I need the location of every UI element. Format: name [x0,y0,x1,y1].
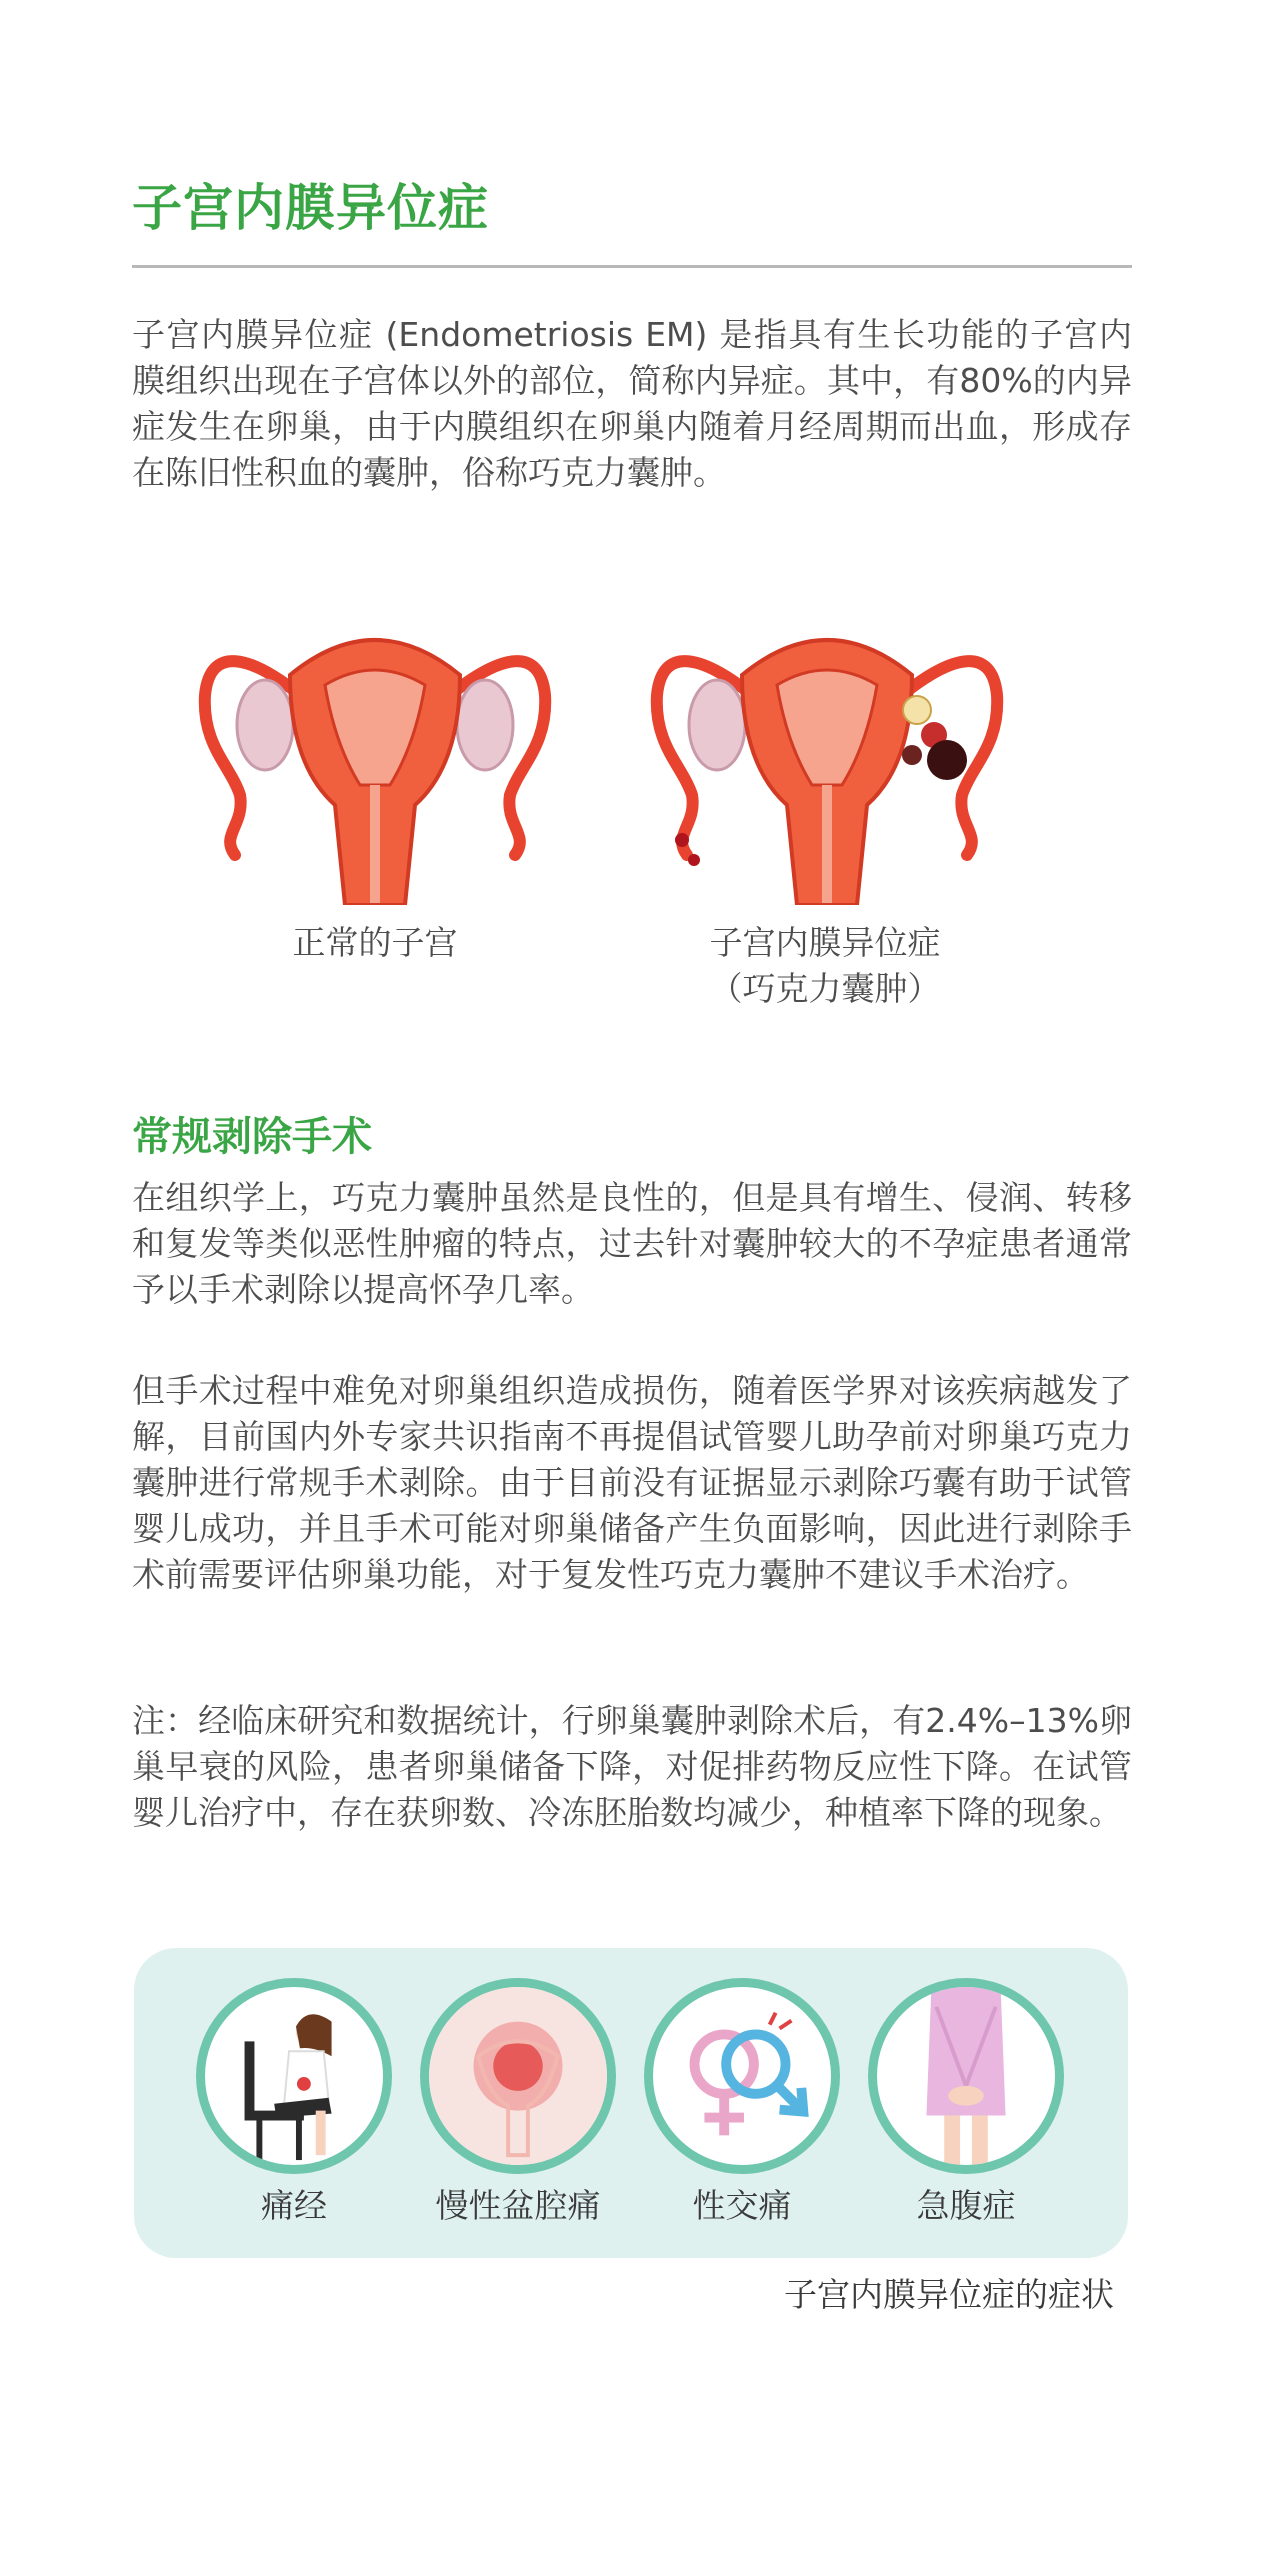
intro-paragraph: 子宫内膜异位症 (Endometriosis EM) 是指具有生长功能的子宫内膜组织出现在子宫体以外的部位，简称内异症。其中，有80%的内异症发生在卵巢，由于内膜组织在卵巢内随着月经周期而出血，形成存在陈旧性积血的囊肿，俗称巧克力囊肿。 [132,315,1132,492]
page-title: 子宫内膜异位症 [132,179,489,237]
gender-symbols-icon [644,1978,840,2174]
symptom-label: 急腹症 [916,2186,1016,2225]
acute-abdomen-icon [868,1978,1064,2174]
symptom-label: 慢性盆腔痛 [435,2186,601,2225]
symptom-label: 性交痛 [692,2186,792,2225]
note-paragraph: 注：经临床研究和数据统计，行卵巢囊肿剥除术后，有2.4%–13%卵巢早衰的风险，患者卵巢储备下降，对促排药物反应性下降。在试管婴儿治疗中，存在获卵数、冷冻胚胎数均减少，种植率下降的现象。 [132,1701,1132,1832]
normal-uterus-illustration [190,585,560,905]
section-paragraph-2: 但手术过程中难免对卵巢组织造成损伤，随着医学界对该疾病越发了解，目前国内外专家共识指南不再提倡试管婴儿助孕前对卵巢巧克力囊肿进行常规手术剥除。由于目前没有证据显示剥除巧囊有助于试管婴儿成功，并且手术可能对卵巢储备产生负面影响，因此进行剥除手术前需要评估卵巢功能，对于复发性巧克力囊肿不建议手术治疗。 [132,1371,1132,1594]
symptoms-caption: 子宫内膜异位症的症状 [784,2275,1114,2314]
symptoms-panel [134,1948,1128,2258]
woman-in-pain-icon [196,1978,392,2174]
endometriosis-caption-line2: （巧克力囊肿） [709,969,941,1008]
section-heading: 常规剥除手术 [132,1114,372,1160]
section-paragraph-1: 在组织学上，巧克力囊肿虽然是良性的，但是具有增生、侵润、转移和复发等类似恶性肿瘤的特点，过去针对囊肿较大的不孕症患者通常予以手术剥除以提高怀孕几率。 [132,1178,1132,1309]
symptom-dysmenorrhea [194,1978,394,2228]
title-divider [132,265,1132,268]
symptom-acute-abdomen [866,1978,1066,2228]
symptom-dyspareunia [642,1978,842,2228]
symptom-label: 痛经 [261,2186,327,2225]
normal-uterus-caption: 正常的子宫 [292,923,458,962]
endometriosis-uterus-illustration [642,585,1012,905]
endometriosis-caption [620,920,1030,1012]
symptom-pelvic-pain [418,1978,618,2228]
pelvic-pain-icon [420,1978,616,2174]
endometriosis-caption-line1: 子宫内膜异位症 [709,923,941,962]
